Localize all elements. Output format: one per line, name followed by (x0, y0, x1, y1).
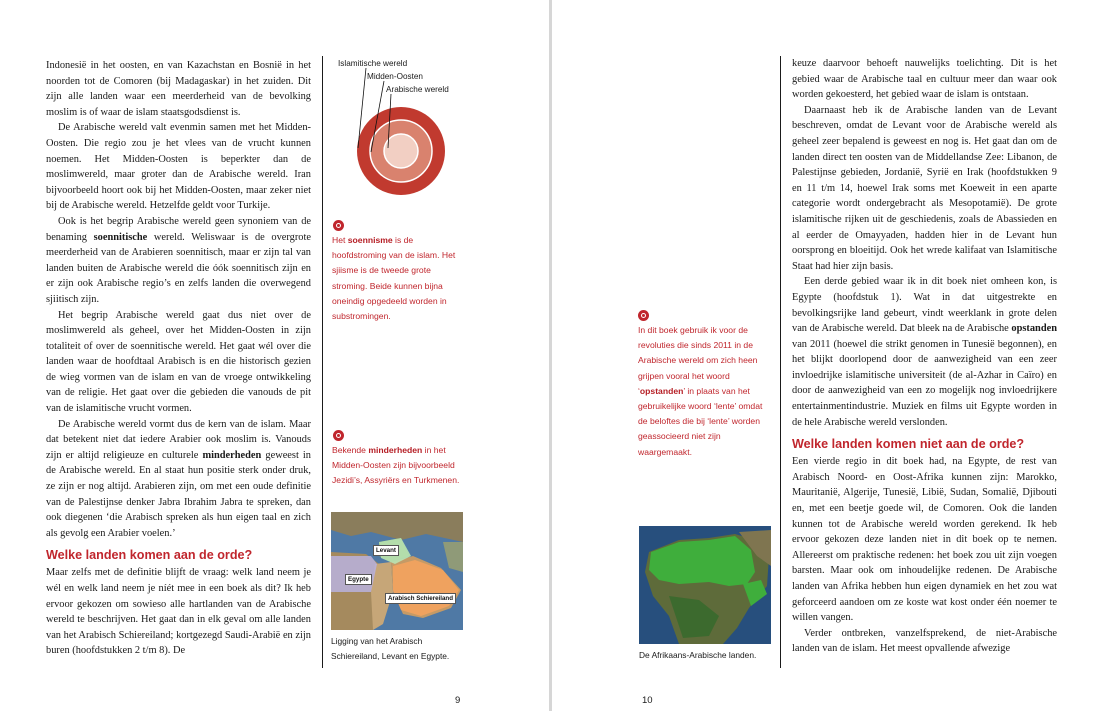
column-rule (780, 56, 781, 668)
paragraph: Een vierde regio in dit boek had, na Egypte, de rest van Arabisch Noord- en Oost-Afrika kunnen zijn: Marokko, Mauritanië, Algerije, Tunesië, Libië, Sudan, Somalië, Djibouti en, met een beetje goede wil, de Comoren. Ook die landen kunnen tot de Arabische wereld worden gerekend. Ik heb ervoor gekozen deze landen niet in dit boek op te nemen. Allereerst om praktische redenen: het boek zou uit zijn voegen barsten. Maar ook om inhoudelijke redenen. De Arabische landen van Afrika hebben hun eigen dynamiek en het zou wat geforceerd aandoen om ze koste wat kost onder één noemer te willen vangen. (792, 456, 1057, 624)
map-caption: De Afrikaans-Arabische landen. (639, 650, 757, 660)
main-text-column (46, 58, 311, 659)
paragraph: Indonesië in het oosten, en van Kazachstan en Bosnië in het noorden tot de Comoren (bij Madagaskar) in het zuiden. Dit zijn alle landen waar een meerderheid van de bevolking moslim is of waar de islam staatsgodsdienst is. (46, 60, 311, 118)
paragraph: Verder ontbreken, vanzelfsprekend, de niet-Arabische landen van de islam. Het meest opvallende afwezige (792, 627, 1057, 655)
paragraph: keuze daarvoor behoeft nauwelijks toelichting. Dit is het gebied waar de Arabische taal en cultuur meer dan waar ook worden gekoesterd, het gebied waar de islam is ontstaan. (792, 58, 1057, 101)
paragraph: Ook is het begrip Arabische wereld geen synoniem van de benaming soennitische wereld. Weliswaar is de overgrote meerderheid van de Arabieren soennitisch, maar er zijn tal van landen buiten de Arabische wereld die óók soennitisch zijn en er zijn ook Arabische regio’s en zelfs landen die overwegend sjiitisch zijn. (46, 215, 311, 305)
section-heading: Welke landen komen niet aan de orde? (792, 437, 1025, 452)
sidenote-opstanden: In dit boek gebruik ik voor de revoluties die sinds 2011 in de Arabische wereld om zich heen grijpen vooral het woord ‘opstanden’ in plaats van het gebruikelijke woord ‘lente’ omdat de beloftes die bij ‘lente’ worden geassocieerd niet zijn waargemaakt. (638, 325, 763, 457)
page-number: 10 (642, 695, 653, 706)
map-label-levant: Levant (373, 545, 399, 556)
magnifier-icon (638, 310, 649, 321)
magnifier-icon (333, 220, 344, 231)
paragraph: Een derde gebied waar ik in dit boek niet omheen kon, is Egypte (hoofdstuk 1). Wat in dat uitgestrekte en bevolkingsrijke land gebeurt, vindt weerklank in grote delen van de Arabische wereld. Dat bleek na de Arabische opstanden van 2011 (hoewel die strikt genomen in Tunesië begonnen), en het blijkt doorlopend door de aanwezigheid van een zeer invloedrijke islamitische universiteit (de al-Azhar in Caïro) en door de aanwezigheid van een zo mogelijk nog invloedrijkere entertainmentindustrie. Muziek en films uit Egypte worden in de hele Arabische wereld verslonden. (792, 276, 1057, 428)
ring-arabische-wereld (384, 134, 418, 168)
paragraph: Het begrip Arabische wereld gaat dus niet over de moslimwereld als geheel, over het Midden-Oosten in zijn totaliteit of over de soennitische wereld. Het gaat wél over die landen waar de hoofdtaal Arabisch is en die historisch gezien de wieg vormen van de islam en van de vroege ontwikkeling van de religie. Het gaat over die gebieden die vanouds de pit van de islamitische vrucht vormen. (46, 309, 311, 415)
section-heading: Welke landen komen aan de orde? (46, 548, 253, 563)
map-caption: Ligging van het Arabisch Schiereiland, Levant en Egypte. (331, 636, 450, 661)
page-10 (552, 0, 1098, 711)
sidenote-soennisme: Het soennisme is de hoofdstroming van de islam. Het sjiisme is de tweede grote stroming. Beide kunnen bijna oneindig opgedeeld worden in substromingen. (332, 235, 456, 322)
label-islamitische-wereld: Islamitische wereld (338, 59, 408, 68)
map-africa-arab-countries (639, 526, 771, 644)
paragraph: Maar zelfs met de definitie blijft de vraag: welk land neem je wél en welk land neem je níét mee in een boek als dit? Ik heb ervoor gekozen om sowieso alle hartlanden van de Arabische wereld te beschrijven. Het gaat dan in elk geval om alle landen van het Arabisch Schiereiland; kortgezegd Saudi-Arabië en zijn buren (hoofdstukken 2 t/m 8). De (46, 567, 311, 657)
map-arabian-peninsula (331, 512, 463, 630)
keyword-minderheden: minderheden (202, 449, 262, 461)
map-svg (331, 512, 463, 630)
paragraph: De Arabische wereld vormt dus de kern van de islam. Maar dat betekent niet dat iedere Arabier ook moslim is. Vanouds zijn er altijd religieuze en culturele minderheden geweest in de Arabische wereld. En al staat hun positie sterk onder druk, ze zijn er nog altijd. Arabieren zijn, om met een oude definitie van de Palestijnse denker Jabra Ibrahim Jabra te spreken, dan ook diegenen ‘die Arabisch spreken als hun eigen taal en zich als gevolg een Arabier voelen.’ (46, 418, 311, 539)
map-label-egypte: Egypte (345, 574, 372, 585)
main-text-column (792, 56, 1057, 657)
paragraph: Daarnaast heb ik de Arabische landen van de Levant beschreven, omdat de Levant voor de Arabische wereld als geheel zeer bepalend is geweest en nog is. Het gaat dan om de landen direct ten oosten van de Middellandse Zee: Libanon, de Palestijnse gebieden, Jordanië, Syrië en Irak (hoofdstukken 9 en 11 t/m 14, hoewel Irak soms met Koeweit in een aparte categorie wordt ondergebracht als Mesopotamië). De grote islamitische rijken uit de geschiedenis, zoals de Abassieden en al eerder de Omayyaden, hadden hier in de Levant hun oorsprong en bloeitijd. Ook het wrede kalifaat van Islamitische Staat had hier zijn basis. (792, 104, 1057, 272)
sidenote-minderheden: Bekende minderheden in het Midden-Oosten zijn bijvoorbeeld Jezidi’s, Assyriërs en Turkmenen. (332, 445, 460, 486)
keyword-soennitische: soennitische (93, 231, 148, 243)
page-number: 9 (455, 695, 461, 706)
map-label-arabisch-schiereiland: Arabisch Schiereiland (385, 593, 456, 604)
magnifier-icon (333, 430, 344, 441)
label-arabische-wereld: Arabische wereld (386, 85, 449, 94)
label-midden-oosten: Midden-Oosten (367, 72, 423, 81)
concentric-diagram (330, 56, 480, 206)
column-rule (322, 56, 323, 668)
map-svg (639, 526, 771, 644)
paragraph: De Arabische wereld valt evenmin samen met het Midden-Oosten. Die regio zou je het vlees van de vrucht kunnen noemen. Het Midden-Oosten is beperkter dan de moslimwereld, maar groter dan de Arabische wereld. Iran bijvoorbeeld hoort ook bij het Midden-Oosten, maar zeker niet bij de Arabische wereld. Hetzelfde geldt voor Turkije. (46, 122, 311, 212)
keyword-opstanden: opstanden (1011, 323, 1057, 335)
